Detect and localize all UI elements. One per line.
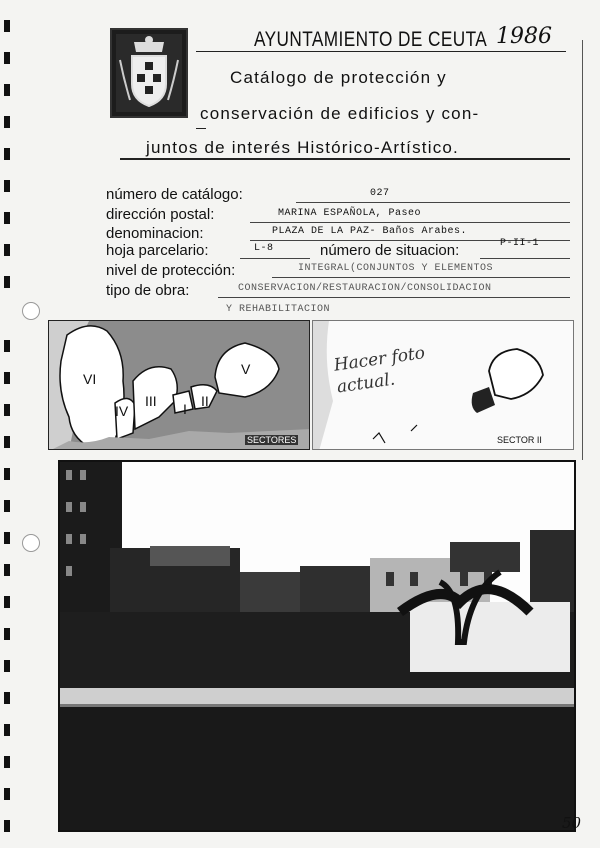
- protection-level-label: nivel de protección:: [106, 262, 236, 279]
- sector-label-vi: VI: [83, 371, 97, 387]
- work-type-value-line2: Y REHABILITACION: [226, 304, 331, 315]
- denomination-value: PLAZA DE LA PAZ- Baños Arabes.: [272, 226, 468, 237]
- sector-ii-map: [312, 320, 574, 450]
- catalog-number-label: número de catálogo:: [106, 186, 243, 203]
- site-photograph: [58, 460, 576, 832]
- page-number: 50: [562, 814, 582, 832]
- sectors-caption: SECTORES: [247, 435, 297, 445]
- situation-number-value: P-II-1: [500, 238, 540, 249]
- sector-label-iii: III: [145, 393, 157, 409]
- sectors-map: [48, 320, 310, 450]
- work-type-value: CONSERVACION/RESTAURACION/CONSOLIDACION: [238, 283, 492, 294]
- denomination-label: denominacion:: [106, 225, 204, 242]
- sector-label-i: I: [183, 401, 187, 417]
- parcel-sheet-label: hoja parcelario:: [106, 242, 209, 259]
- sector-label-ii: II: [201, 393, 209, 409]
- catalog-title-line-1: Catálogo de protección y: [230, 68, 447, 87]
- handwritten-year: 1986: [496, 24, 552, 49]
- catalog-title-line-3: juntos de interés Histórico-Artístico.: [146, 138, 459, 157]
- title-underline: [120, 158, 570, 160]
- situation-number-label: número de situacion:: [320, 242, 460, 259]
- sector-label-v: V: [241, 361, 251, 377]
- header-title-bar: [196, 24, 566, 52]
- postal-address-label: dirección postal:: [106, 206, 215, 223]
- catalog-number-value: 027: [370, 188, 390, 199]
- sector-ii-caption: SECTOR II: [497, 435, 542, 445]
- sector-label-iv: IV: [115, 403, 129, 419]
- parcel-sheet-value: L-8: [254, 243, 274, 254]
- coat-of-arms-icon: [110, 28, 188, 118]
- postal-address-value: MARINA ESPAÑOLA, Paseo: [278, 208, 422, 219]
- binder-edge: [0, 0, 14, 848]
- institution-name: AYUNTAMIENTO DE CEUTA: [254, 28, 488, 51]
- protection-level-value: INTEGRAL(CONJUNTOS Y ELEMENTOS: [298, 263, 494, 274]
- frame-line: [582, 40, 583, 460]
- punch-hole-bottom: [22, 534, 40, 552]
- work-type-label: tipo de obra:: [106, 282, 190, 299]
- catalog-title-line-2: conservación de edificios y con-: [200, 104, 480, 123]
- punch-hole-top: [22, 302, 40, 320]
- handwritten-note: Hacer foto actual.: [332, 343, 427, 398]
